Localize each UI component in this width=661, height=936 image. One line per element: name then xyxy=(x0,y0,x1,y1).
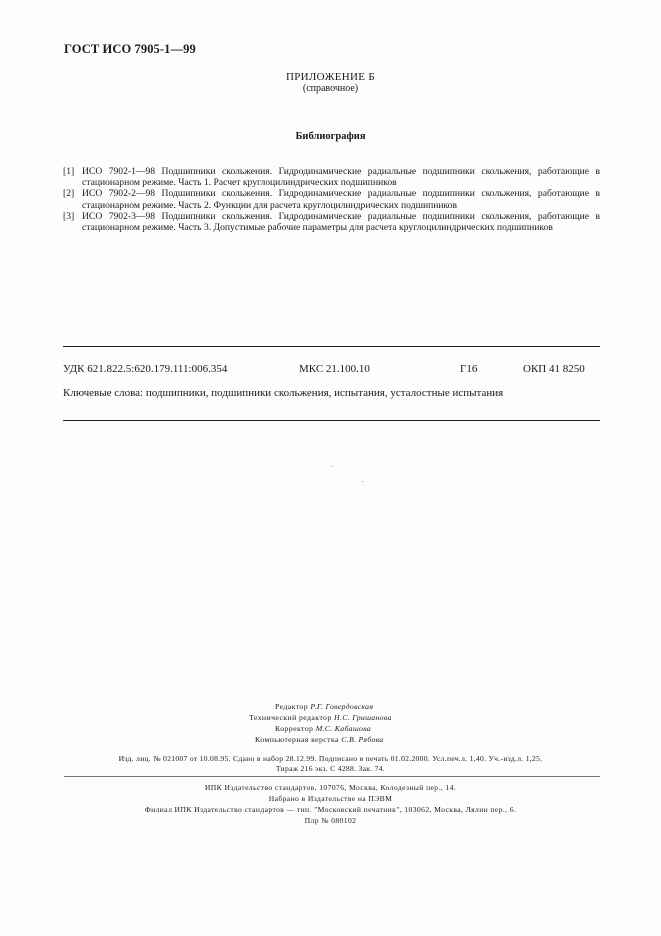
staff-name: Н.С. Гришанова xyxy=(334,713,392,722)
publisher-line: Филиал ИПК Издательство стандартов — тип. "Московский печатник", 103062, Москва, Лялин пер., 6. xyxy=(144,805,517,814)
bibliography-heading: Библиография xyxy=(295,131,366,142)
scan-speck xyxy=(362,481,363,482)
bibliography-item xyxy=(63,166,600,188)
staff-name: С.В. Рябова xyxy=(341,735,384,744)
staff-line-layout xyxy=(0,734,661,745)
staff-credits xyxy=(0,701,661,745)
keywords: Ключевые слова: подшипники, подшипники скольжения, испытания, усталостные испытания xyxy=(63,387,504,399)
document-code: ГОСТ ИСО 7905-1—99 xyxy=(64,42,196,56)
bibliography-item xyxy=(63,211,600,233)
print-info-line: Изд. лиц. № 021007 от 10.08.95. Сдано в набор 28.12.99. Подписано в печать 01.02.2000. Усл.печ.л. 1,40. Уч.-изд.л. 1,25. xyxy=(118,754,543,763)
bottom-divider xyxy=(63,420,600,421)
mks-code: МКС 21.100.10 xyxy=(299,363,370,375)
staff-line-corrector xyxy=(0,723,661,734)
publisher-line: ИПК Издательство стандартов, 107076, Москва, Колодезный пер., 14. xyxy=(204,783,457,792)
print-info xyxy=(0,754,661,774)
udk-code: УДК 621.822.5:620.179.111:006.354 xyxy=(63,363,228,375)
staff-role: Корректор xyxy=(275,724,314,733)
bibliography-item-number: [2] xyxy=(63,188,75,200)
staff-name: Р.Г. Говердовская xyxy=(310,702,374,711)
bibliography-item-number: [1] xyxy=(63,166,75,177)
staff-role: Редактор xyxy=(275,702,309,711)
staff-role: Технический редактор xyxy=(249,713,332,722)
staff-line-editor xyxy=(0,701,661,712)
appendix-subtitle: (справочное) xyxy=(302,83,359,94)
scan-speck xyxy=(331,466,332,467)
bibliography-item-text: ИСО 7902-2—98 Подшипники скольжения. Гидродинамические радиальные подшипники скольжения, работающие в стационарном режиме. Часть 2. Функции для расчета круглоцилиндрических подшипников xyxy=(82,188,600,211)
colophon-divider xyxy=(64,776,600,777)
publisher-info xyxy=(0,782,661,826)
bibliography-item-number: [3] xyxy=(63,210,75,222)
staff-role: Компьютерная верстка xyxy=(255,735,339,744)
staff-name: М.С. Кабашова xyxy=(315,724,372,733)
bibliography-list xyxy=(63,166,600,233)
appendix-title: ПРИЛОЖЕНИЕ Б xyxy=(286,71,375,83)
print-info-line: Тираж 216 экз. С 4288. Зак. 74. xyxy=(275,764,386,773)
bibliography-item-text: ИСО 7902-1—98 Подшипники скольжения. Гидродинамические радиальные подшипники скольжения, работающие в стационарном режиме. Часть 1. Расчет круглоцилиндрических подшипников xyxy=(82,166,600,189)
group-code: Г16 xyxy=(460,363,478,375)
okp-code: ОКП 41 8250 xyxy=(523,363,585,375)
bibliography-item xyxy=(63,188,600,210)
staff-line-tech-editor xyxy=(0,712,661,723)
publisher-line: Набрано в Издательстве на ПЭВМ xyxy=(268,794,393,803)
bibliography-item-text: ИСО 7902-3—98 Подшипники скольжения. Гидродинамические радиальные подшипники скольжения, работающие в стационарном режиме. Часть 3. Допустимые рабочие параметры для расчета круглоцилиндрических подшипников xyxy=(82,210,600,234)
top-divider xyxy=(63,346,600,347)
publisher-line: Плр № 080102 xyxy=(304,816,357,825)
